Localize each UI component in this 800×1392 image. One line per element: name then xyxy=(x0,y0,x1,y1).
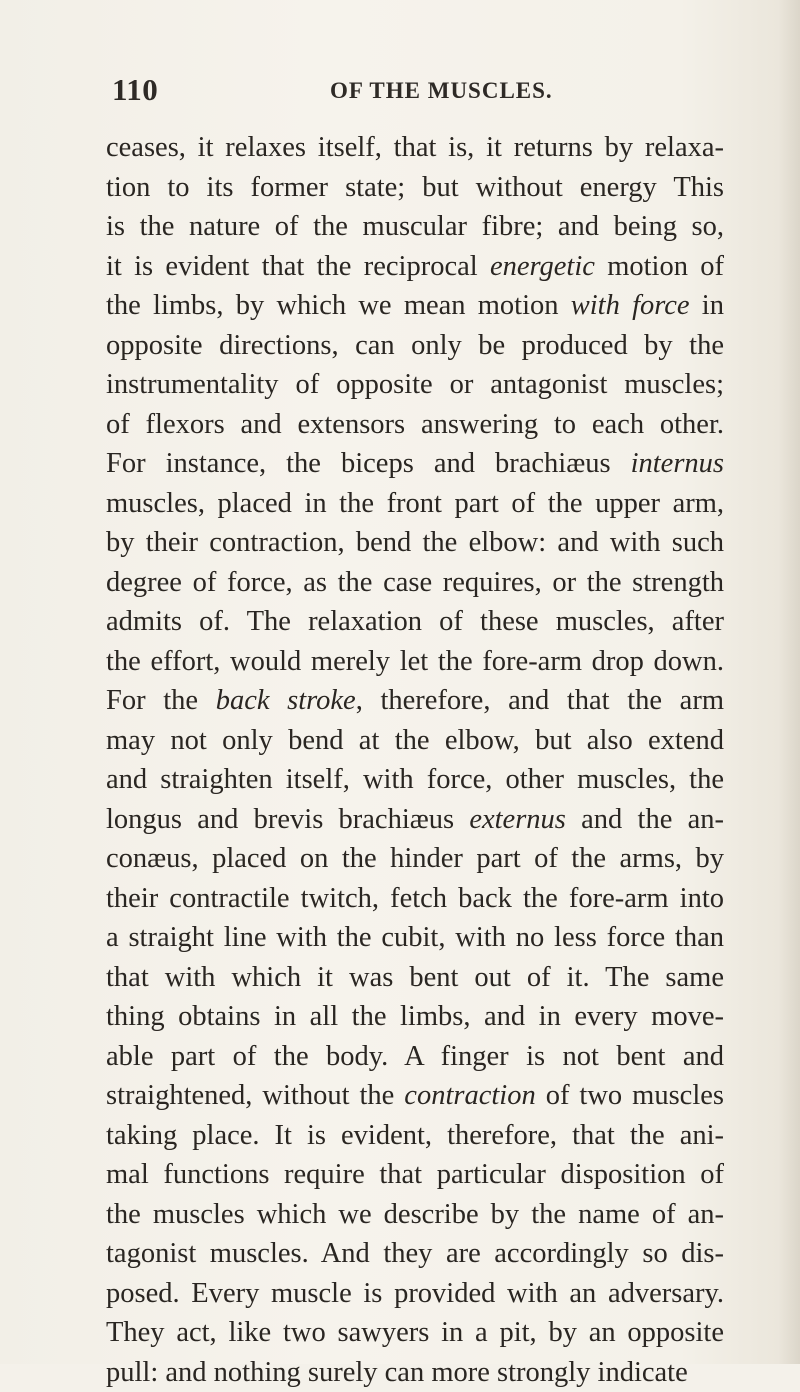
text-segment: the effort, would merely let the fore-arm drop down. xyxy=(106,646,724,677)
text-line xyxy=(106,1274,724,1314)
text-segment: motion of xyxy=(595,251,724,282)
text-segment: pull: and nothing surely can more strongly indicate xyxy=(106,1357,688,1388)
italic-text: externus xyxy=(469,804,566,835)
text-line xyxy=(106,839,724,879)
text-segment: tion to its former state; but without energy This xyxy=(106,172,724,203)
text-segment: conæus, placed on the hinder part of the arms, by xyxy=(106,843,724,874)
text-segment: degree of force, as the case requires, or the strength xyxy=(106,567,724,598)
text-line xyxy=(106,1116,724,1156)
text-line xyxy=(106,1195,724,1235)
text-line xyxy=(106,958,724,998)
text-segment: For instance, the biceps and brachiæus xyxy=(106,448,631,479)
text-segment: the limbs, by which we mean motion xyxy=(106,290,571,321)
text-segment: For the xyxy=(106,685,216,716)
text-line xyxy=(106,207,724,247)
text-segment: , therefore, and that the arm xyxy=(356,685,724,716)
text-segment: a straight line with the cubit, with no less force than xyxy=(106,922,724,953)
italic-text: internus xyxy=(631,448,724,479)
text-line xyxy=(106,602,724,642)
text-segment: it is evident that the reciprocal xyxy=(106,251,490,282)
italic-text: energetic xyxy=(490,251,595,282)
text-segment: and straighten itself, with force, other muscles, the xyxy=(106,764,724,795)
text-segment: mal functions require that particular disposition of xyxy=(106,1159,724,1190)
text-line xyxy=(106,918,724,958)
text-segment: may not only bend at the elbow, but also extend xyxy=(106,725,724,756)
text-segment: able part of the body. A finger is not bent and xyxy=(106,1041,724,1072)
text-line xyxy=(106,642,724,682)
text-segment: ceases, it relaxes itself, that is, it returns by relaxa- xyxy=(106,132,724,163)
text-segment: taking place. It is evident, therefore, that the ani- xyxy=(106,1120,724,1151)
text-segment: instrumentality of opposite or antagonist muscles; xyxy=(106,369,724,400)
text-segment: thing obtains in all the limbs, and in every move- xyxy=(106,1001,724,1032)
text-line xyxy=(106,523,724,563)
text-line xyxy=(106,1037,724,1077)
page-number: 110 xyxy=(112,72,158,108)
text-line xyxy=(106,1076,724,1116)
text-line xyxy=(106,760,724,800)
italic-text: with force xyxy=(571,290,690,321)
text-line xyxy=(106,484,724,524)
body-text xyxy=(106,128,724,1392)
text-segment: by their contraction, bend the elbow: and with such xyxy=(106,527,724,558)
text-segment: muscles, placed in the front part of the upper arm, xyxy=(106,488,724,519)
text-line xyxy=(106,286,724,326)
text-line xyxy=(106,247,724,287)
italic-text: contraction xyxy=(404,1080,535,1111)
text-line xyxy=(106,563,724,603)
text-line xyxy=(106,365,724,405)
text-segment: They act, like two sawyers in a pit, by an opposite xyxy=(106,1317,724,1348)
text-line xyxy=(106,681,724,721)
running-head: OF THE MUSCLES. xyxy=(330,78,553,104)
text-line xyxy=(106,800,724,840)
italic-text: back stroke xyxy=(216,685,356,716)
text-segment: tagonist muscles. And they are accordingly so dis- xyxy=(106,1238,724,1269)
text-segment: straightened, without the xyxy=(106,1080,404,1111)
page-header xyxy=(112,72,712,112)
text-segment: longus and brevis brachiæus xyxy=(106,804,469,835)
text-line xyxy=(106,128,724,168)
text-segment: their contractile twitch, fetch back the fore-arm into xyxy=(106,883,724,914)
page-edge-shadow xyxy=(778,0,800,1364)
text-segment: and the an- xyxy=(566,804,724,835)
text-segment: posed. Every muscle is provided with an adversary. xyxy=(106,1278,724,1309)
text-segment: admits of. The relaxation of these muscles, after xyxy=(106,606,724,637)
text-segment: is the nature of the muscular fibre; and being so, xyxy=(106,211,724,242)
text-segment: opposite directions, can only be produced by the xyxy=(106,330,724,361)
text-line xyxy=(106,879,724,919)
text-segment: of two muscles xyxy=(536,1080,724,1111)
text-line xyxy=(106,326,724,366)
text-line xyxy=(106,1155,724,1195)
text-segment: that with which it was bent out of it. The same xyxy=(106,962,724,993)
text-line xyxy=(106,405,724,445)
text-line xyxy=(106,168,724,208)
text-line xyxy=(106,1353,724,1392)
text-segment: of flexors and extensors answering to each other. xyxy=(106,409,724,440)
text-line xyxy=(106,444,724,484)
text-line xyxy=(106,1313,724,1353)
text-segment: the muscles which we describe by the name of an- xyxy=(106,1199,724,1230)
text-line xyxy=(106,1234,724,1274)
text-line xyxy=(106,997,724,1037)
text-segment: in xyxy=(690,290,724,321)
text-line xyxy=(106,721,724,761)
